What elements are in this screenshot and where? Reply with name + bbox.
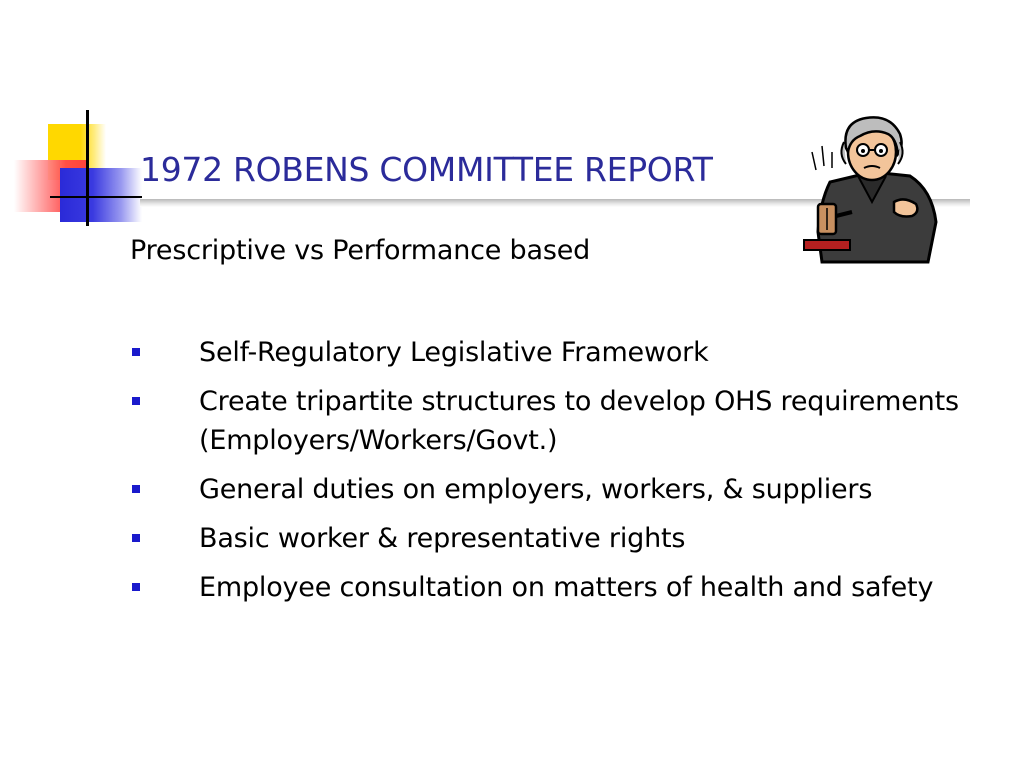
logo-blue-square <box>60 168 142 222</box>
slide-title: 1972 ROBENS COMMITTEE REPORT <box>140 150 713 189</box>
bullet-text: General duties on employers, workers, & suppliers <box>199 474 873 505</box>
square-bullet-icon <box>132 485 140 493</box>
square-bullet-icon <box>132 397 140 405</box>
bullet-item <box>130 382 990 460</box>
logo-vertical-line <box>86 110 89 226</box>
bullet-item <box>130 519 990 558</box>
slide-subtitle: Prescriptive vs Performance based <box>130 235 591 266</box>
bullet-item <box>130 470 990 509</box>
judge-with-gavel-icon <box>800 112 940 272</box>
square-bullet-icon <box>132 348 140 356</box>
bullet-text: Self-Regulatory Legislative Framework <box>199 337 709 368</box>
bullet-text: Basic worker & representative rights <box>199 523 686 554</box>
bullet-list <box>130 333 990 617</box>
bullet-item <box>130 333 990 372</box>
logo-horizontal-line <box>50 196 142 198</box>
bullet-text: Employee consultation on matters of health and safety <box>199 572 934 603</box>
bullet-item <box>130 568 990 607</box>
bullet-text: Create tripartite structures to develop OHS requirements (Employers/Workers/Govt.) <box>199 386 959 456</box>
square-bullet-icon <box>132 583 140 591</box>
square-bullet-icon <box>132 534 140 542</box>
